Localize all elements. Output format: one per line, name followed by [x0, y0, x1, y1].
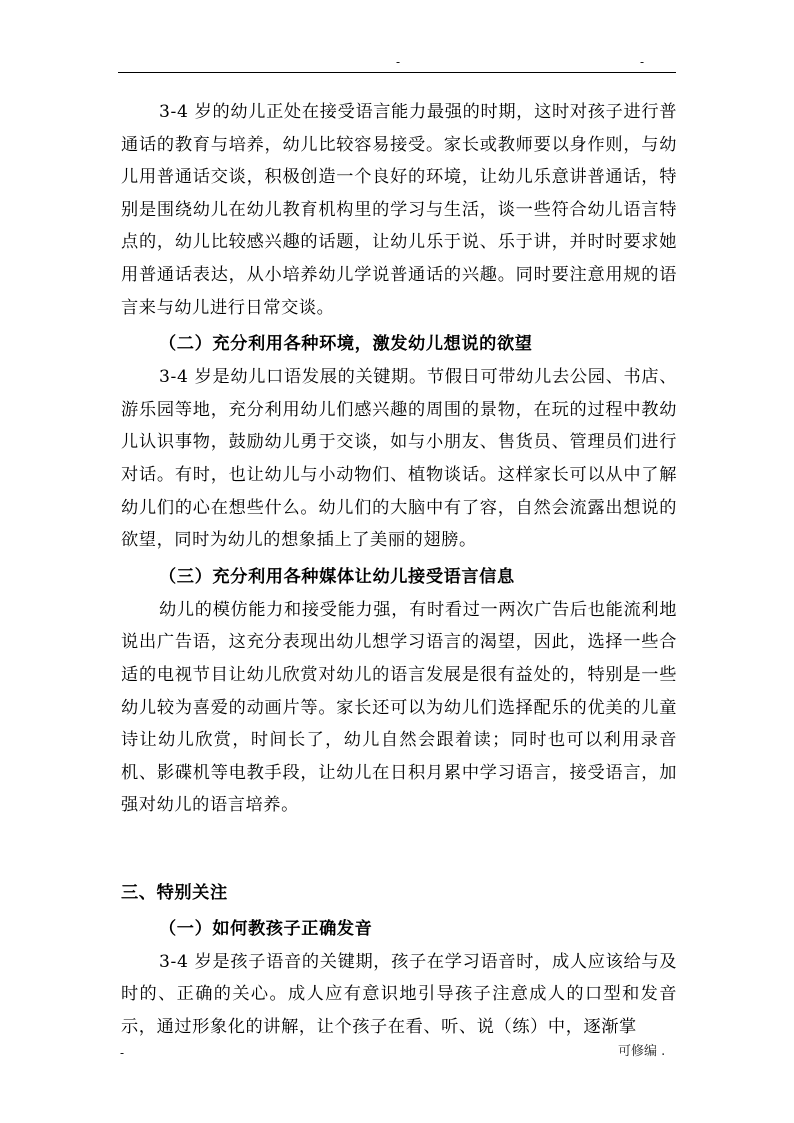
paragraph-4: 3-4 岁是孩子语音的关键期，孩子在学习语音时，成人应该给与及时的、正确的关心。成人应有意识地引导孩子注意成人的口型和发音示，通过形象化的讲解，让个孩子在看、听、说（练）中，逐渐掌 — [121, 951, 677, 1038]
footer-mark-left: - — [120, 1046, 125, 1060]
header-mark-right: - — [640, 55, 645, 69]
paragraph-2: 3-4 岁是幼儿口语发展的关键期。节假日可带幼儿去公园、书店、游乐园等地，充分利用幼儿们感兴趣的周围的景物，在玩的过程中教幼儿认识事物，鼓励幼儿勇于交谈，如与小朋友、售货员、管理员们进行对话。有时，也让幼儿与小动物们、植物谈话。这样家长可以从中了解幼儿们的心在想些什么。幼儿们的大脑中有了容，自然会流露出想说的欲望，同时为幼儿的想象插上了美丽的翅膀。 — [121, 367, 677, 551]
subheading-2: （二）充分利用各种环境，激发幼儿想说的欲望 — [159, 334, 533, 355]
section-heading-3: 三、特别关注 — [121, 882, 228, 903]
paragraph-1: 3-4 岁的幼儿正处在接受语言能力最强的时期，这时对孩子进行普通话的教育与培养，幼儿比较容易接受。家长或教师要以身作则，与幼儿用普通话交谈，积极创造一个良好的环境，让幼儿乐意讲普通话，特别是围绕幼儿在幼儿教育机构里的学习与生活，谈一些符合幼儿语言特点的，幼儿比较感兴趣的话题，让幼儿乐于说、乐于讲，并时时要求她用普通话表达，从小培养幼儿学说普通话的兴趣。同时要注意用规的语言来与幼儿进行日常交谈。 — [121, 102, 677, 318]
header-divider — [118, 72, 676, 73]
subheading-3: （三）充分利用各种媒体让幼儿接受语言信息 — [159, 566, 515, 587]
header-mark-center: - — [396, 55, 401, 69]
footer-editable-note: 可修编 . — [618, 1044, 666, 1059]
subheading-section3-1: （一）如何教孩子正确发音 — [159, 918, 373, 939]
paragraph-3: 幼儿的模仿能力和接受能力强，有时看过一两次广告后也能流利地说出广告语，这充分表现出幼儿想学习语言的渴望，因此，选择一些合适的电视节目让幼儿欣赏对幼儿的语言发展是很有益处的，特别是一些幼儿较为喜爱的动画片等。家长还可以为幼儿们选择配乐的优美的儿童诗让幼儿欣赏，时间长了，幼儿自然会跟着读；同时也可以利用录音机、影碟机等电教手段，让幼儿在日积月累中学习语言，接受语言，加强对幼儿的语言培养。 — [121, 599, 677, 816]
document-body — [121, 96, 677, 1044]
